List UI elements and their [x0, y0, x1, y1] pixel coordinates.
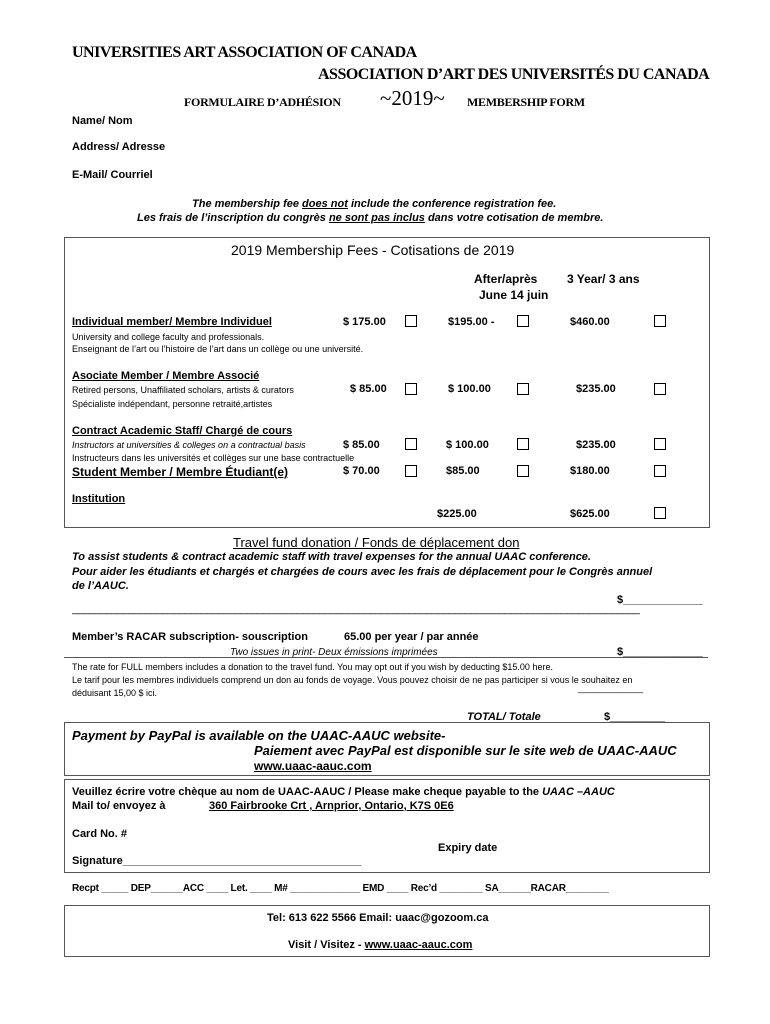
travel-desc-fr-cont: de l’AAUC.	[72, 580, 129, 592]
col-after-date: June 14 juin	[479, 288, 549, 302]
contract-3year-checkbox[interactable]	[654, 438, 666, 450]
student-label: Student Member / Membre Étudiant(e)	[72, 465, 289, 479]
mail-to-label: Mail to/ envoyez à	[72, 800, 166, 812]
travel-amount-field[interactable]: $_____________	[617, 594, 703, 606]
individual-after-price: $195.00 -	[448, 316, 495, 328]
institution-after-price: $225.00	[437, 508, 477, 520]
address-field-label[interactable]: Address/ Adresse	[72, 141, 166, 153]
associate-3year-price: $235.00	[576, 383, 616, 395]
travel-rule: _____________________________________________________________________________________________________	[72, 603, 640, 615]
contract-3year-price: $235.00	[576, 439, 616, 451]
student-after-price: $85.00	[446, 465, 480, 477]
contract-label: Contract Academic Staff/ Chargé de cours	[72, 425, 293, 437]
total-label: TOTAL/ Totale	[467, 711, 541, 723]
student-3year-price: $180.00	[570, 465, 610, 477]
student-price: $ 70.00	[343, 465, 380, 477]
rate-note-fr: Le tarif pour les membres individuels comprend un don au fonds de voyage. Vous pouvez choisir de ne pas participer si vous le souhaitez en	[72, 675, 633, 685]
col-3year-header: 3 Year/ 3 ans	[567, 272, 640, 286]
card-number-field[interactable]: Card No. #	[72, 828, 128, 840]
contact-website-link[interactable]: www.uaac-aauc.com	[364, 939, 473, 951]
travel-desc-fr: Pour aider les étudiants et chargés et chargées de cours avec les frais de déplacement pour le Congrès annuel	[72, 566, 653, 578]
name-field-label[interactable]: Name/ Nom	[72, 115, 133, 127]
fees-title: 2019 Membership Fees - Cotisations de 2019	[231, 242, 515, 258]
contract-after-checkbox[interactable]	[517, 438, 529, 450]
racar-note: Two issues in print- Deux émissions imprimées	[230, 647, 438, 658]
contact-visit: Visit / Visitez - www.uaac-aauc.com	[288, 939, 473, 951]
contract-checkbox[interactable]	[405, 438, 417, 450]
associate-3year-checkbox[interactable]	[654, 383, 666, 395]
individual-desc-fr: Enseignant de l’art ou l’histoire de l’art dans un collège ou une université.	[72, 344, 364, 354]
rate-note-fr-cont: déduisant 15,00 $ ici.	[72, 688, 158, 698]
contract-desc-en: Instructors at universities & colleges on a contractual basis	[72, 440, 306, 450]
associate-after-checkbox[interactable]	[517, 383, 529, 395]
individual-3year-price: $460.00	[570, 316, 610, 328]
associate-label: Asociate Member / Membre Associé	[72, 370, 260, 382]
individual-3year-checkbox[interactable]	[654, 315, 666, 327]
fee-notice-fr: Les frais de l’inscription du congrès ne sont pas inclus dans votre cotisation de membre.	[137, 212, 604, 224]
racar-label: Member’s RACAR subscription- souscription	[72, 631, 308, 643]
individual-price: $ 175.00	[343, 316, 386, 328]
office-use-line: Recpt _____ DEP______ACC ____ Let. ____ M# _____________ EMD ____ Rec’d ________ SA______RACAR________	[72, 883, 609, 894]
org-title-fr: ASSOCIATION D’ART DES UNIVERSITÉS DU CANADA	[318, 66, 710, 83]
paypal-website-link[interactable]: www.uaac-aauc.com	[254, 759, 372, 773]
associate-price: $ 85.00	[350, 383, 387, 395]
expiry-date-field[interactable]: Expiry date	[438, 842, 498, 854]
fee-notice-en: The membership fee does not include the conference registration fee.	[192, 198, 557, 210]
contact-tel-email: Tel: 613 622 5566 Email: uaac@gozoom.ca	[267, 912, 489, 924]
contract-price: $ 85.00	[343, 439, 380, 451]
racar-price: 65.00 per year / par année	[344, 631, 479, 643]
associate-checkbox[interactable]	[405, 383, 417, 395]
individual-label: Individual member/ Membre Individuel	[72, 316, 272, 328]
institution-3year-price: $625.00	[570, 508, 610, 520]
form-label-fr: FORMULAIRE D’ADHÉSION	[184, 95, 341, 109]
rate-note-en: The rate for FULL members includes a donation to the travel fund. You may opt out if you wish by deducting $15.00 here.	[72, 662, 553, 672]
student-3year-checkbox[interactable]	[654, 465, 666, 477]
individual-after-checkbox[interactable]	[517, 315, 529, 327]
paypal-note-en: Payment by PayPal is available on the UAAC-AAUC website-	[72, 728, 446, 743]
institution-3year-checkbox[interactable]	[654, 507, 666, 519]
contract-desc-fr: Instructeurs dans les universités et collèges sur une base contractuelle	[72, 453, 355, 463]
contract-after-price: $ 100.00	[446, 439, 489, 451]
individual-checkbox[interactable]	[405, 315, 417, 327]
col-after-header: After/après	[474, 272, 538, 286]
student-checkbox[interactable]	[405, 465, 417, 477]
associate-desc-en: Retired persons, Unaffiliated scholars, artists & curators	[72, 385, 294, 395]
signature-field[interactable]: Signature_______________________________________	[72, 855, 362, 867]
cheque-payable-note: Veuillez écrire votre chèque au nom de UAAC-AAUC / Please make cheque payable to the UAAC –AAUC	[72, 786, 615, 798]
form-label-en: MEMBERSHIP FORM	[467, 95, 585, 109]
form-year: ~2019~	[380, 86, 445, 110]
individual-desc-en: University and college faculty and professionals.	[72, 332, 265, 342]
racar-amount-field[interactable]: $_____________	[617, 646, 703, 658]
org-title-en: UNIVERSITIES ART ASSOCIATION OF CANADA	[72, 44, 417, 61]
associate-after-price: $ 100.00	[448, 383, 491, 395]
total-amount-field[interactable]: $_________	[604, 711, 666, 723]
email-field-label[interactable]: E-Mail/ Courriel	[72, 169, 153, 181]
mailing-address: 360 Fairbrooke Crt , Arnprior, Ontario, K7S 0E6	[209, 800, 454, 812]
travel-desc-en: To assist students & contract academic staff with travel expenses for the annual UAAC conference.	[72, 551, 591, 563]
student-after-checkbox[interactable]	[517, 465, 529, 477]
paypal-note-fr: Paiement avec PayPal est disponible sur le site web de UAAC-AAUC	[254, 743, 677, 758]
travel-title: Travel fund donation / Fonds de déplacement don	[233, 535, 520, 550]
racar-divider	[64, 657, 708, 658]
associate-desc-fr: Spécialiste indépendant, personne retraité,artistes	[72, 399, 273, 409]
institution-label: Institution	[72, 493, 126, 505]
rate-opt-out-field[interactable]: _____________	[578, 683, 644, 693]
